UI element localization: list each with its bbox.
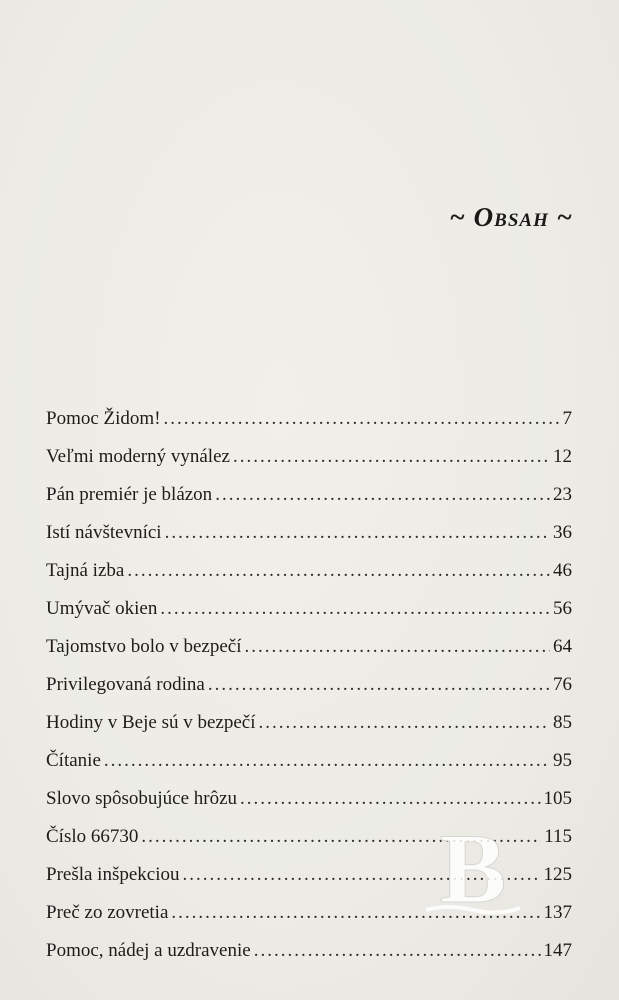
heading-tilde-left: ~	[449, 202, 466, 232]
toc-leader-dots	[165, 514, 550, 552]
toc-entry-title: Preč zo zovretia	[46, 902, 169, 923]
toc-entry-page: 56	[553, 598, 572, 619]
toc-leader-dots	[258, 704, 550, 742]
toc-leader-dots	[104, 742, 550, 780]
toc-leader-dots	[183, 856, 541, 894]
toc-entry-title: Čítanie	[46, 750, 101, 771]
toc-leader-dots	[215, 476, 550, 514]
toc-entry	[46, 628, 572, 666]
toc-entry-page: 23	[553, 484, 572, 505]
toc-entry-title: Privilegovaná rodina	[46, 674, 205, 695]
toc-entry	[46, 894, 572, 932]
toc-entry-title: Tajná izba	[46, 560, 125, 581]
toc-entry	[46, 590, 572, 628]
toc-leader-dots	[254, 932, 541, 970]
toc-entry	[46, 704, 572, 742]
toc-entry-page: 147	[543, 940, 572, 961]
toc-entry-page: 46	[553, 560, 572, 581]
toc-entry-title: Veľmi moderný vynález	[46, 446, 230, 467]
toc-entry	[46, 932, 572, 970]
toc-entry-page: 76	[553, 674, 572, 695]
toc-leader-dots	[141, 818, 541, 856]
toc-entry	[46, 400, 572, 438]
toc-entry	[46, 476, 572, 514]
toc-leader-dots	[171, 894, 540, 932]
toc-entry-title: Pomoc, nádej a uzdravenie	[46, 940, 251, 961]
toc-entry-page: 36	[553, 522, 572, 543]
toc-entry	[46, 856, 572, 894]
toc-entry-title: Hodiny v Beje sú v bezpečí	[46, 712, 256, 733]
toc-leader-dots	[127, 552, 550, 590]
toc-leader-dots	[164, 400, 560, 438]
toc-leader-dots	[160, 590, 550, 628]
toc-leader-dots	[240, 780, 540, 818]
toc-entry-title: Umývač okien	[46, 598, 158, 619]
toc-entry-page: 137	[543, 902, 572, 923]
toc-leader-dots	[244, 628, 550, 666]
toc-entry-page: 85	[553, 712, 572, 733]
toc-entry	[46, 666, 572, 704]
toc-entry-page: 95	[553, 750, 572, 771]
toc-entry-title: Istí návštevníci	[46, 522, 162, 543]
toc-entry	[46, 552, 572, 590]
toc-leader-dots	[233, 438, 550, 476]
toc-entry-title: Slovo spôsobujúce hrôzu	[46, 788, 238, 809]
toc-entry	[46, 818, 572, 856]
watermark-letter: B	[439, 813, 507, 922]
toc-entry-page: 64	[553, 636, 572, 657]
heading-word: Obsah	[473, 202, 549, 232]
toc-entry-title: Pomoc Židom!	[46, 408, 161, 429]
toc-entry	[46, 742, 572, 780]
toc-entry	[46, 514, 572, 552]
toc-entry-title: Číslo 66730	[46, 826, 139, 847]
toc-entry	[46, 780, 572, 818]
toc-entry-title: Pán premiér je blázon	[46, 484, 213, 505]
table-of-contents	[46, 400, 572, 970]
toc-leader-dots	[208, 666, 550, 704]
heading-tilde-right: ~	[556, 202, 573, 232]
toc-entry-page: 105	[543, 788, 572, 809]
toc-entry-page: 115	[544, 826, 572, 847]
toc-entry-title: Prešla inšpekciou	[46, 864, 180, 885]
toc-entry-page: 12	[553, 446, 572, 467]
toc-entry-page: 125	[543, 864, 572, 885]
toc-entry-page: 7	[562, 408, 572, 429]
contents-heading	[450, 202, 573, 233]
toc-entry	[46, 438, 572, 476]
toc-entry-title: Tajomstvo bolo v bezpečí	[46, 636, 242, 657]
